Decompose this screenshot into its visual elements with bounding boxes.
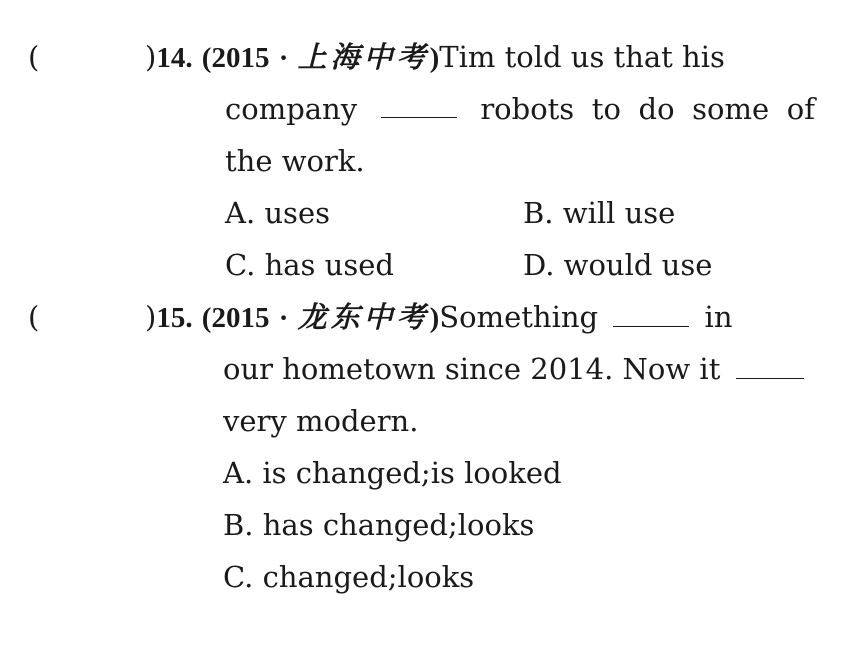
answer-blank xyxy=(613,298,689,327)
option-c: C. has used xyxy=(225,248,394,282)
question-14-line-1 xyxy=(145,37,725,77)
question-text: our hometown since 2014. Now it xyxy=(223,352,721,386)
source-close: ) xyxy=(429,42,440,74)
question-text: Tim told us that his xyxy=(439,40,725,74)
option-a: A. uses xyxy=(225,196,330,230)
word: do xyxy=(638,92,675,126)
answer-blank xyxy=(736,350,804,379)
word: in xyxy=(704,300,733,334)
word: some xyxy=(692,92,770,126)
question-15-line-2 xyxy=(223,349,810,389)
question-number: 14. xyxy=(156,42,193,74)
option-d: D. would use xyxy=(523,248,713,282)
source-place: 龙东中考 xyxy=(297,300,430,334)
word: of xyxy=(786,92,815,126)
option-c: C. changed;looks xyxy=(223,560,475,594)
answer-paren-open: ( xyxy=(28,300,40,334)
answer-blank xyxy=(381,89,457,118)
answer-paren-close: ) xyxy=(145,300,157,334)
answer-paren-close: ) xyxy=(145,40,157,74)
question-14-line-3: the work. xyxy=(225,144,365,178)
question-15-line-1 xyxy=(145,297,733,337)
question-14-line-2 xyxy=(225,89,815,129)
option-a: A. is changed;is looked xyxy=(223,456,562,490)
question-15-line-3: very modern. xyxy=(223,404,419,438)
option-b: B. has changed;looks xyxy=(223,508,535,542)
source-open: ( xyxy=(201,302,212,334)
word: to xyxy=(591,92,621,126)
source-year: 2015 xyxy=(211,42,270,74)
source-close: ) xyxy=(429,302,440,334)
question-number: 15. xyxy=(156,302,193,334)
option-b: B. will use xyxy=(523,196,676,230)
source-open: ( xyxy=(201,42,212,74)
source-place: 上海中考 xyxy=(297,40,430,74)
word: company xyxy=(225,92,358,126)
source-year: 2015 xyxy=(211,302,270,334)
answer-paren-open: ( xyxy=(28,40,40,74)
source-dot: · xyxy=(278,302,289,334)
question-text: Something xyxy=(439,300,599,334)
source-dot: · xyxy=(278,42,289,74)
word: robots xyxy=(480,92,575,126)
